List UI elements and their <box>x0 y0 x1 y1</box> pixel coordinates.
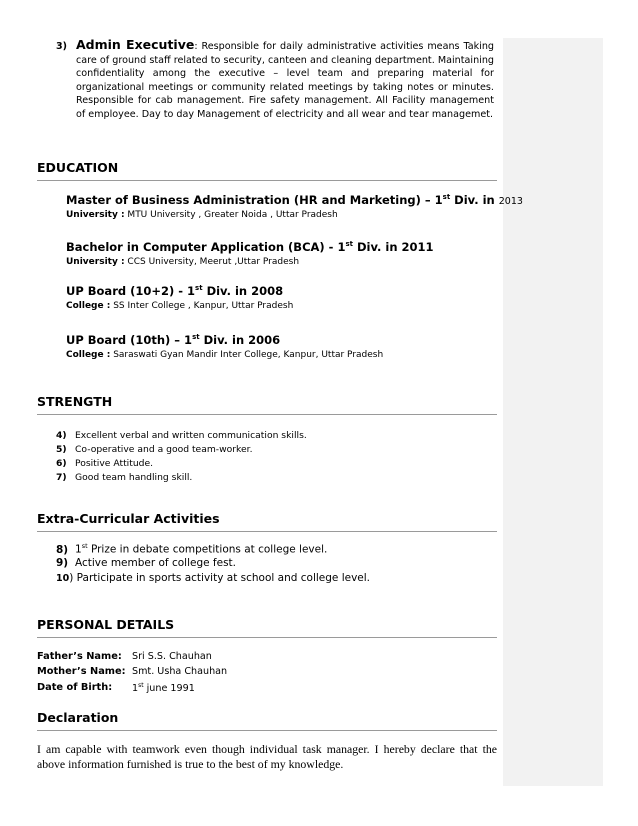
education-degree-4: UP Board (10th) – 1st Div. in 2006 <box>66 333 281 347</box>
experience-number: 3) <box>56 41 67 52</box>
declaration-text: I am capable with teamwork even though individual task manager. I hereby declare that the above information furnished is true to the best of my knowledge. <box>37 742 497 771</box>
fathers-name-label: Father’s Name: <box>37 651 122 662</box>
education-degree-1: Master of Business Administration (HR and Marketing) – 1st Div. in 2013 <box>66 193 523 207</box>
education-heading <box>37 160 497 181</box>
date-of-birth-value: 1st june 1991 <box>132 682 195 695</box>
strength-heading-text: STRENGTH <box>37 394 113 409</box>
education-institution-1: University : MTU University , Greater Noida , Uttar Pradesh <box>66 210 338 220</box>
list-item: 7) Good team handling skill. <box>56 472 193 483</box>
fathers-name-value: Sri S.S. Chauhan <box>132 651 212 662</box>
extra-curricular-heading-text: Extra-Curricular Activities <box>37 511 220 526</box>
list-item: 4) Excellent verbal and written communication skills. <box>56 430 307 441</box>
experience-title: Admin Executive <box>76 37 195 52</box>
education-institution-3: College : SS Inter College , Kanpur, Uttar Pradesh <box>66 301 294 311</box>
declaration-heading <box>37 710 497 731</box>
education-institution-4: College : Saraswati Gyan Mandir Inter College, Kanpur, Uttar Pradesh <box>66 350 384 360</box>
experience-paragraph <box>76 38 494 122</box>
list-item: 10) Participate in sports activity at school and college level. <box>56 572 371 584</box>
side-panel <box>503 38 603 786</box>
education-heading-text: EDUCATION <box>37 160 119 175</box>
personal-details-heading-text: PERSONAL DETAILS <box>37 617 175 632</box>
list-item: 6) Positive Attitude. <box>56 458 154 469</box>
list-item: 9) Active member of college fest. <box>56 557 237 569</box>
list-item: 5) Co-operative and a good team-worker. <box>56 444 253 455</box>
education-degree-3: UP Board (10+2) - 1st Div. in 2008 <box>66 284 284 298</box>
date-of-birth-label: Date of Birth: <box>37 682 113 693</box>
declaration-heading-text: Declaration <box>37 710 119 725</box>
mothers-name-value: Smt. Usha Chauhan <box>132 666 228 677</box>
personal-details-heading <box>37 617 497 638</box>
list-item: 8) 1st Prize in debate competitions at college level. <box>56 542 328 556</box>
extra-curricular-heading <box>37 511 497 532</box>
education-degree-2: Bachelor in Computer Application (BCA) - 1st Div. in 2011 <box>66 240 434 254</box>
mothers-name-label: Mother’s Name: <box>37 666 126 677</box>
experience-description: : Responsible for daily administrative activities means Taking care of ground staff related to security, canteen and cleaning department. Maintaining confidentiality among the executive – level team and preparing material for organizational meetings or community related meetings by taking notes or minutes. Responsible for cab management. Fire safety management. All Facility management of employee. Day to day Management of electricity and all wear and tear managemet. <box>76 41 494 120</box>
strength-heading <box>37 394 497 415</box>
education-institution-2: University : CCS University, Meerut ,Uttar Pradesh <box>66 257 300 267</box>
